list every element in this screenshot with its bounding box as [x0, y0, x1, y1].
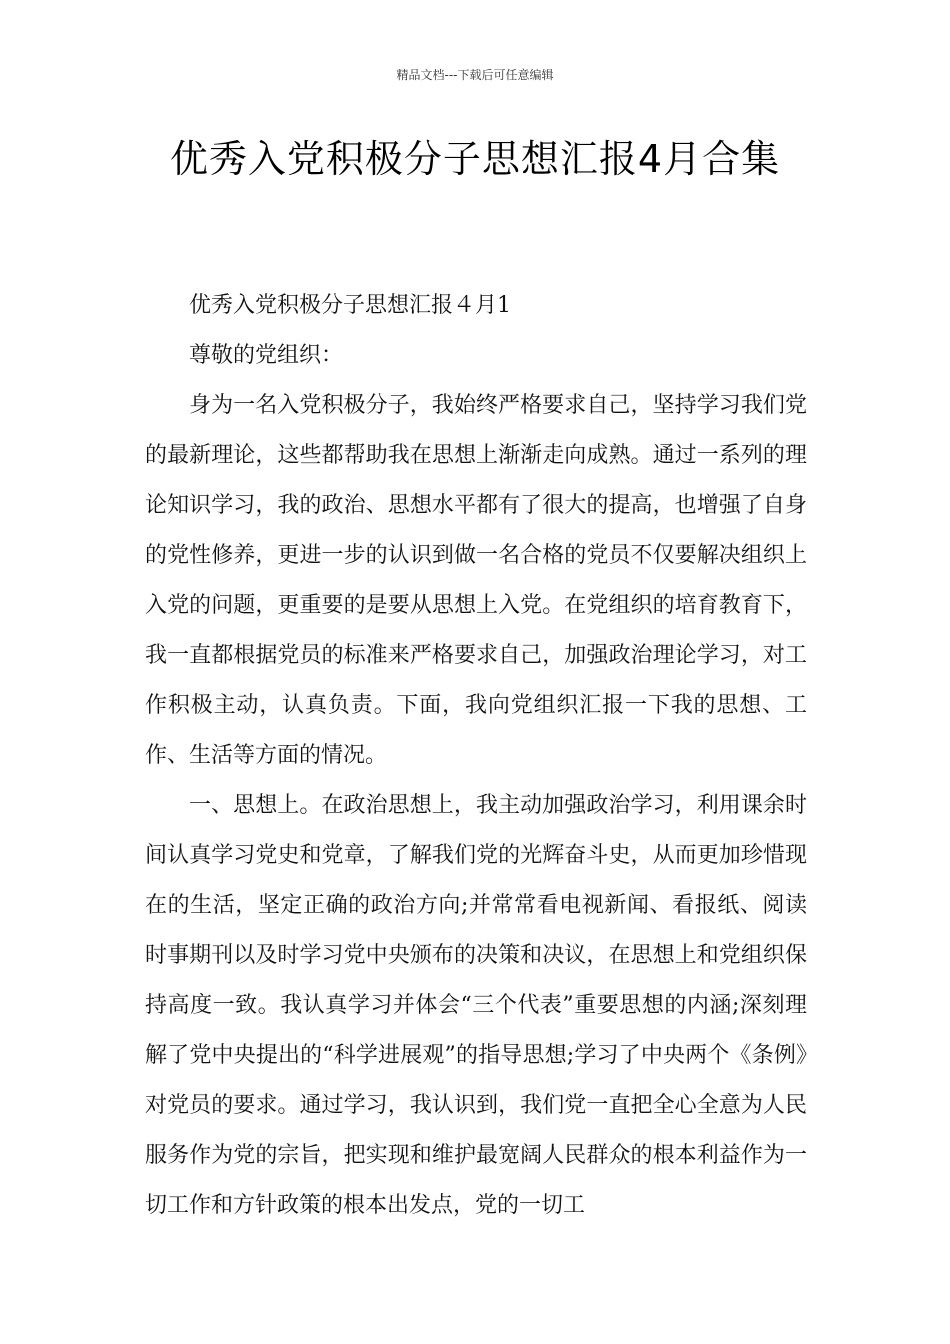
paragraph-subtitle: 优秀入党积极分子思想汇报４月1 [189, 293, 511, 318]
paragraph-thought: 一、思想上。在政治思想上，我主动加强政治学习，利用课余时间认真学习党史和党章，了解我们党的光辉奋斗史，从而更加珍惜现在的生活，坚定正确的政治方向;并常常看电视新闻、看报纸、阅读时事期刊以及时学习党中央颁布的决策和决议，在思想上和党组织保持高度一致。我认真学习并体会“三个代表”重要思想的内涵;深刻理解了党中央提出的“科学进展观”的指导思想;学习了中央两个《条例》对党员的要求。通过学习，我认识到，我们党一直把全心全意为人民服务作为党的宗旨，把实现和维护最宽阔人民群众的根本利益作为一切工作和方针政策的根本出发点，党的一切工 [145, 793, 807, 1218]
document-body [145, 281, 807, 1231]
paragraph-salutation: 尊敬的党组织： [189, 343, 344, 368]
header-note: 精品文档---下载后可任意编辑 [396, 68, 554, 82]
document-title: 优秀入党积极分子思想汇报4月合集 [169, 137, 781, 181]
paragraph-intro: 身为一名入党积极分子，我始终严格要求自己，坚持学习我们党的最新理论，这些都帮助我在思想上渐渐走向成熟。通过一系列的理论知识学习，我的政治、思想水平都有了很大的提高，也增强了自身的党性修养，更进一步的认识到做一名合格的党员不仅要解决组织上入党的问题，更重要的是要从思想上入党。在党组织的培育教育下，我一直都根据党员的标准来严格要求自己，加强政治理论学习，对工作积极主动，认真负责。下面，我向党组织汇报一下我的思想、工作、生活等方面的情况。 [145, 393, 807, 768]
